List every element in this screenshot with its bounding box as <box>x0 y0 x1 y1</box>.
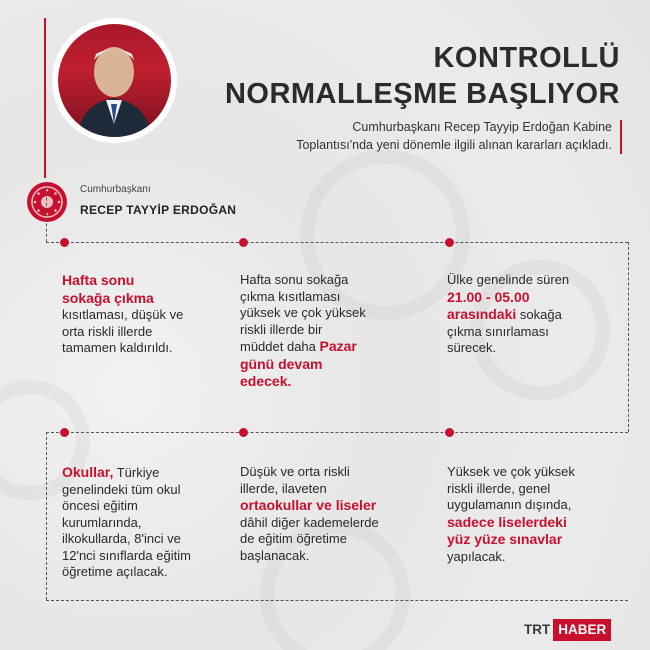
page-title <box>225 40 620 112</box>
body-text: illerde, ilaveten <box>240 480 327 496</box>
person-role: Cumhurbaşkanı <box>80 184 151 195</box>
info-cell-5 <box>240 464 430 564</box>
info-cell-1 <box>62 272 232 357</box>
header-accent-line <box>44 18 46 178</box>
body-text: Yüksek ve çok yüksek <box>447 464 575 479</box>
bullet-dot <box>239 238 248 247</box>
highlight-text: yüz yüze sınavlar <box>447 531 563 547</box>
body-text: tamamen kaldırıldı. <box>62 340 173 355</box>
portrait-photo <box>52 18 177 143</box>
body-text: riskli illerde, genel <box>447 480 551 496</box>
body-text: de eğitim öğretime <box>240 531 347 546</box>
grid-line-top <box>46 242 628 243</box>
body-text: 12'nci sınıflarda eğitim <box>62 547 191 563</box>
bullet-dot <box>60 238 69 247</box>
highlight-text: Okullar, <box>62 464 114 480</box>
title-line-2: NORMALLEŞME BAŞLIYOR <box>224 78 620 110</box>
body-text: kısıtlaması, düşük ve <box>62 307 184 322</box>
subtitle-line-1: Cumhurbaşkanı Recep Tayyip Erdoğan Kabine <box>352 120 612 134</box>
grid-line-right <box>628 242 629 432</box>
body-text: genelindeki tüm okul <box>62 481 181 497</box>
info-cell-4 <box>62 464 232 581</box>
subtitle-line-2: Toplantısı'nda yeni dönemle ilgili alınan kararları açıkladı. <box>296 138 612 152</box>
body-text: kurumlarında, <box>62 514 142 530</box>
highlight-text: Hafta sonu <box>62 272 135 288</box>
body-text: Türkiye <box>113 465 160 480</box>
trt-haber-logo <box>524 619 611 641</box>
info-cell-6 <box>447 464 617 565</box>
bullet-dot <box>239 428 248 437</box>
highlight-text: sokağa çıkma <box>62 289 154 306</box>
person-name: RECEP TAYYİP ERDOĞAN <box>80 203 237 217</box>
highlight-text: sadece liselerdeki <box>447 513 567 530</box>
body-text: çıkma kısıtlaması <box>240 288 341 304</box>
logo-haber: HABER <box>553 619 611 641</box>
body-text: yüksek ve çok yüksek <box>240 305 366 320</box>
highlight-text: edecek. <box>240 373 292 389</box>
body-text: orta riskli illerde <box>62 323 153 339</box>
body-text: dâhil diğer kademelerde <box>240 514 379 530</box>
body-text: öğretime açılacak. <box>62 564 168 579</box>
info-cell-3 <box>447 272 617 357</box>
body-text: sürecek. <box>447 340 497 355</box>
body-text: uygulamanın dışında, <box>447 497 572 512</box>
body-text: Hafta sonu sokağa <box>240 272 349 287</box>
grid-line-connector <box>46 182 47 242</box>
highlight-text: Pazar <box>319 338 357 354</box>
highlight-text: 21.00 - 05.00 <box>447 288 530 305</box>
logo-trt: TRT <box>524 622 551 637</box>
subtitle-accent-bar <box>620 120 622 154</box>
grid-line-bottom <box>46 600 628 601</box>
body-text: ilkokullarda, 8'inci ve <box>62 531 181 546</box>
highlight-text: günü devam <box>240 355 323 372</box>
highlight-text: arasındaki <box>447 306 517 322</box>
bullet-dot <box>445 238 454 247</box>
subtitle <box>212 118 612 154</box>
presidential-seal-icon <box>27 182 67 222</box>
bullet-dot <box>445 428 454 437</box>
body-text: yapılacak. <box>447 548 506 564</box>
body-text: sokağa <box>516 307 562 322</box>
grid-line-middle <box>46 432 628 433</box>
body-text: müddet daha <box>240 339 320 354</box>
highlight-text: ortaokullar ve liseler <box>240 497 377 513</box>
bullet-dot <box>60 428 69 437</box>
body-text: öncesi eğitim <box>62 498 138 513</box>
grid-line-left <box>46 432 47 600</box>
body-text: Düşük ve orta riskli <box>240 464 350 479</box>
body-text: Ülke genelinde süren <box>447 272 570 287</box>
body-text: başlanacak. <box>240 547 310 563</box>
info-cell-2 <box>240 272 430 391</box>
body-text: riskli illerde bir <box>240 321 323 337</box>
body-text: çıkma sınırlaması <box>447 323 549 339</box>
title-line-1: KONTROLLÜ <box>433 42 620 74</box>
